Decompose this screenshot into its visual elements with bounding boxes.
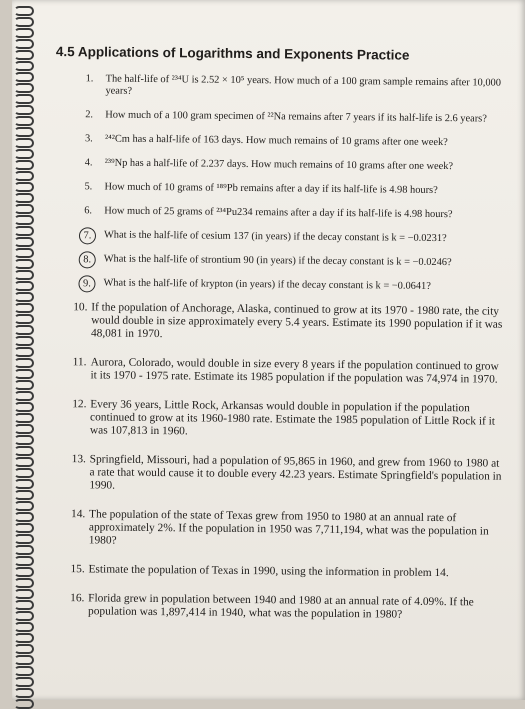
problem-text: Aurora, Colorado, would double in size every 8 years if the population continued to grow it its 1970 - 1975 rate. Estimate its 1985 population if the population was 74,974 in 1970. xyxy=(90,356,499,386)
problem-1 xyxy=(55,73,505,102)
binding-ring xyxy=(14,424,34,434)
spiral-binding xyxy=(12,0,34,700)
binding-ring xyxy=(14,270,34,280)
binding-ring xyxy=(14,39,34,49)
problem-number: 4. xyxy=(84,157,93,169)
binding-ring xyxy=(14,435,34,445)
binding-ring xyxy=(14,325,34,335)
binding-ring xyxy=(14,622,34,632)
binding-ring xyxy=(14,17,34,27)
problem-text: If the population of Anchorage, Alaska, continued to grow at its 1970 - 1980 rate, the city would double in size approximately every 5.4 years. Estimate its 1990 population if it was 48,081 in 1970. xyxy=(90,301,503,341)
binding-ring xyxy=(14,6,34,16)
binding-ring xyxy=(14,347,34,357)
binding-ring xyxy=(14,534,34,544)
binding-ring xyxy=(14,72,34,82)
problem-number: 12. xyxy=(72,398,87,411)
binding-ring xyxy=(14,171,34,181)
binding-ring xyxy=(14,655,34,665)
problem-text: ²³⁹Np has a half-life of 2.237 days. How much remains of 10 grams after one week? xyxy=(104,157,454,173)
binding-ring xyxy=(14,50,34,60)
problem-2 xyxy=(55,109,505,126)
binding-ring xyxy=(14,28,34,38)
binding-ring xyxy=(14,446,34,456)
problem-number: 15. xyxy=(70,563,85,576)
problem-6 xyxy=(54,205,504,222)
binding-ring xyxy=(14,138,34,148)
problem-number: 10. xyxy=(73,301,88,314)
problem-text: How much of 10 grams of ¹⁸⁹Pb remains after a day if its half-life is 4.98 hours? xyxy=(104,181,438,197)
binding-ring xyxy=(14,699,34,709)
binding-ring xyxy=(14,391,34,401)
binding-ring xyxy=(14,589,34,599)
binding-ring xyxy=(14,314,34,324)
binding-ring xyxy=(14,182,34,192)
problem-5 xyxy=(54,181,504,198)
binding-ring xyxy=(14,193,34,203)
problem-text: Estimate the population of Texas in 1990, using the information in problem 14. xyxy=(88,563,449,580)
circled-problem-number: 8. xyxy=(79,251,96,268)
binding-ring xyxy=(14,369,34,379)
binding-ring xyxy=(14,611,34,621)
binding-ring xyxy=(14,666,34,676)
problem-13 xyxy=(51,453,501,497)
problem-text: How much of 25 grams of ²³⁴Pu234 remains after a day if its half-life is 4.98 hours? xyxy=(104,205,453,221)
problem-4 xyxy=(55,157,505,174)
binding-ring xyxy=(14,160,34,170)
binding-ring xyxy=(14,226,34,236)
binding-ring xyxy=(14,127,34,137)
binding-ring xyxy=(14,116,34,126)
binding-ring xyxy=(14,677,34,687)
binding-ring xyxy=(14,259,34,269)
problem-text: The half-life of ²³⁴U is 2.52 × 10⁵ years. How much of a 100 gram sample remains after 10,000 years? xyxy=(105,73,501,97)
problem-number: 3. xyxy=(84,133,93,145)
binding-ring xyxy=(14,545,34,555)
binding-ring xyxy=(14,105,34,115)
problem-number: 6. xyxy=(84,205,93,217)
problem-text: How much of a 100 gram specimen of ²²Na remains after 7 years if its half-life is 2.6 years? xyxy=(105,109,487,125)
binding-ring xyxy=(14,490,34,500)
binding-ring xyxy=(14,457,34,467)
binding-ring xyxy=(14,512,34,522)
problem-number: 11. xyxy=(72,356,87,369)
problem-text: The population of the state of Texas grew from 1950 to 1980 at an annual rate of approximately 2%. If the population in 1950 was 7,711,194, what was the population in 1980? xyxy=(88,508,489,547)
page-title: 4.5 Applications of Logarithms and Exponents Practice xyxy=(55,44,410,63)
worksheet-page xyxy=(12,0,525,700)
problem-text: What is the half-life of krypton (in years) if the decay constant is k = −0.0641? xyxy=(103,277,431,292)
binding-ring xyxy=(14,61,34,71)
binding-ring xyxy=(14,468,34,478)
binding-ring xyxy=(14,413,34,423)
binding-ring xyxy=(14,501,34,511)
problem-number: 5. xyxy=(84,181,93,193)
problem-12 xyxy=(52,398,502,442)
circled-problem-number: 9. xyxy=(78,275,95,292)
binding-ring xyxy=(14,237,34,247)
problem-3 xyxy=(55,133,505,150)
problem-text: Florida grew in population between 1940 and 1980 at an annual rate of 4.09%. If the population was 1,897,414 in 1940, what was the population in 1980? xyxy=(87,592,474,621)
binding-ring xyxy=(14,215,34,225)
binding-ring xyxy=(14,644,34,654)
binding-ring xyxy=(14,248,34,258)
binding-ring xyxy=(14,556,34,566)
binding-ring xyxy=(14,523,34,533)
problem-number: 13. xyxy=(71,453,86,466)
binding-ring xyxy=(14,281,34,291)
binding-ring xyxy=(14,567,34,577)
problem-number: 1. xyxy=(85,73,94,85)
problem-text: Springfield, Missouri, had a population of 95,865 in 1960, and grew from 1960 to 1980 at a rate that would cause it to double every 42.23 years. Estimate Springfield's population in 1990. xyxy=(89,453,502,492)
binding-ring xyxy=(14,380,34,390)
problem-14 xyxy=(51,508,501,552)
problem-number: 2. xyxy=(85,109,94,121)
problem-10 xyxy=(53,301,503,345)
problem-number: 14. xyxy=(71,508,86,521)
binding-ring xyxy=(14,336,34,346)
problem-8 xyxy=(54,253,504,270)
problem-text: Every 36 years, Little Rock, Arkansas would double in population if the population continued to grow at its 1960-1980 rate. Estimate the 1985 population of Little Rock if it was 107,813 in 1960. xyxy=(89,398,496,438)
binding-ring xyxy=(14,688,34,698)
binding-ring xyxy=(14,402,34,412)
problem-text: What is the half-life of cesium 137 (in years) if the decay constant is k = −0.0231? xyxy=(103,229,447,245)
binding-ring xyxy=(14,578,34,588)
worksheet-content xyxy=(50,44,506,639)
binding-ring xyxy=(14,358,34,368)
binding-ring xyxy=(14,94,34,104)
problem-9 xyxy=(53,277,503,294)
problem-11 xyxy=(52,356,502,387)
problem-7 xyxy=(54,229,504,246)
problem-15 xyxy=(50,563,500,581)
problem-16 xyxy=(50,592,500,623)
binding-ring xyxy=(14,479,34,489)
binding-ring xyxy=(14,303,34,313)
binding-ring xyxy=(14,83,34,93)
binding-ring xyxy=(14,204,34,214)
binding-ring xyxy=(14,149,34,159)
problem-number: 16. xyxy=(70,592,85,605)
problem-text: What is the half-life of strontium 90 (in years) if the decay constant is k = −0.0246? xyxy=(103,253,452,269)
problem-text: ²⁴²Cm has a half-life of 163 days. How much remains of 10 grams after one week? xyxy=(104,133,448,149)
binding-ring xyxy=(14,292,34,302)
circled-problem-number: 7. xyxy=(79,227,96,244)
binding-ring xyxy=(14,600,34,610)
binding-ring xyxy=(14,633,34,643)
